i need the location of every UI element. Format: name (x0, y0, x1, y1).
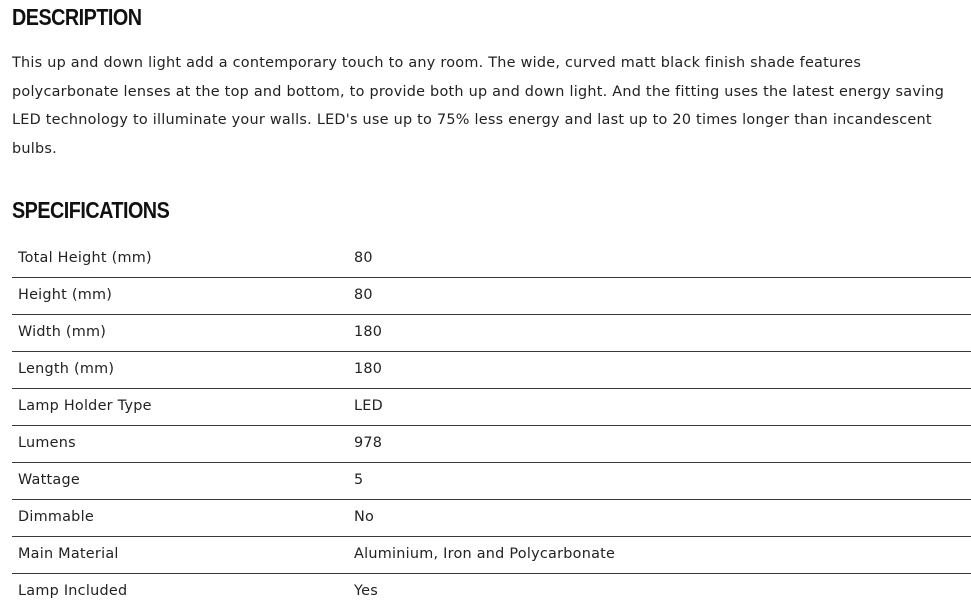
spec-label: Lamp Holder Type (18, 398, 152, 414)
spec-row-width (12, 315, 971, 352)
spec-row-dimmable (12, 500, 971, 537)
spec-label: Wattage (18, 472, 80, 488)
spec-value: 5 (354, 472, 364, 488)
spec-row-wattage (12, 463, 971, 500)
spec-value: Aluminium, Iron and Polycarbonate (354, 546, 616, 562)
spec-label: Main Material (18, 546, 119, 562)
spec-row-lumens (12, 426, 971, 463)
spec-row-height (12, 278, 971, 315)
specifications-heading: SPECIFICATIONS (12, 197, 170, 223)
spec-value: 80 (354, 287, 373, 303)
spec-row-total-height (12, 241, 971, 278)
spec-value: No (354, 509, 375, 525)
spec-value: LED (354, 398, 383, 414)
description-text: This up and down light add a contemporary touch to any room. The wide, curved matt black finish shade features polycarbonate lenses at the top and bottom, to provide both up and down light. And the fitting uses the latest energy saving LED technology to illuminate your walls. LED's use up to 75% less energy and last up to 20 times longer than incandescent bulbs. (12, 55, 945, 157)
spec-label: Total Height (mm) (18, 250, 152, 266)
spec-value: 180 (354, 361, 383, 377)
spec-row-lamp-holder-type (12, 389, 971, 426)
spec-value: 80 (354, 250, 373, 266)
spec-row-main-material (12, 537, 971, 574)
spec-label: Length (mm) (18, 361, 115, 377)
description-heading: DESCRIPTION (12, 4, 142, 30)
spec-label: Lamp Included (18, 583, 128, 599)
spec-label: Dimmable (18, 509, 94, 525)
spec-value: 180 (354, 324, 383, 340)
spec-label: Width (mm) (18, 324, 107, 340)
spec-row-length (12, 352, 971, 389)
specifications-table (12, 241, 971, 610)
spec-label: Lumens (18, 435, 76, 451)
spec-value: 978 (354, 435, 383, 451)
spec-label: Height (mm) (18, 287, 113, 303)
spec-value: Yes (354, 583, 378, 599)
spec-row-lamp-included (12, 574, 971, 610)
